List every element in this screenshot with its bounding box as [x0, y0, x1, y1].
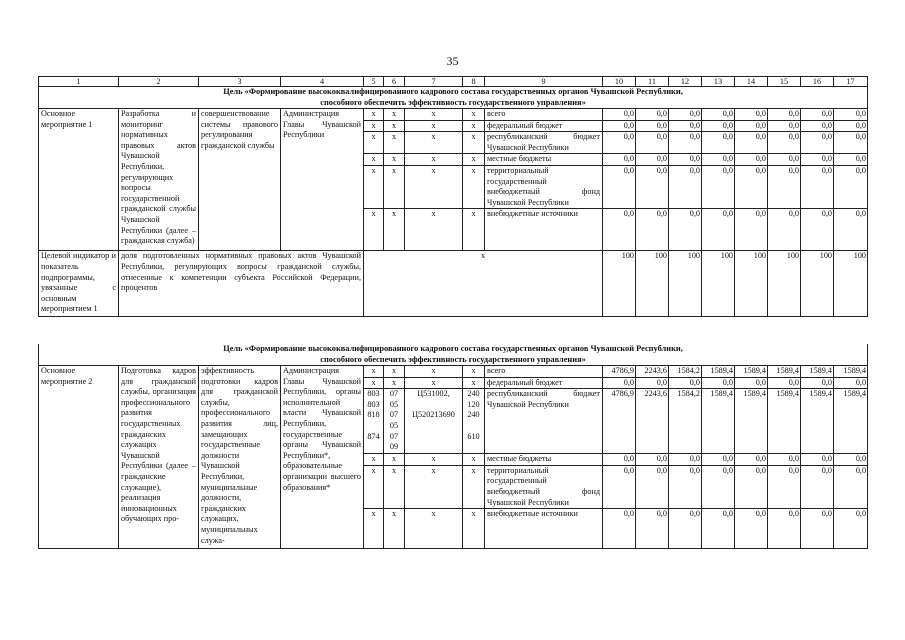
section-code-cell: x — [384, 165, 405, 208]
year-value-cell: 0,0 — [768, 109, 801, 121]
section-code-cell: x — [384, 465, 405, 508]
activity-name-cell: Подготовка кадров для гражданской службы, организация профессионального развития государственных гражданских служащих Чувашской Республики (далее – гражданские служащие), реализация инновационных обучающих про- — [119, 366, 199, 549]
year-value-cell: 0,0 — [801, 509, 834, 549]
budget-code-cell: x — [364, 366, 384, 378]
budget-code-cell: x — [364, 165, 384, 208]
year-value-cell: 0,0 — [735, 454, 768, 466]
activity-cell: Основное мероприятие 1 — [39, 109, 119, 251]
section-code-cell: x — [384, 132, 405, 154]
year-value-cell: 0,0 — [834, 109, 868, 121]
funding-source-cell: территориальный государственный внебюджетный фонд Чувашской Республики — [485, 465, 603, 508]
section-code-cell: x — [384, 109, 405, 121]
year-value-cell: 0,0 — [801, 109, 834, 121]
year-value-cell: 0,0 — [702, 209, 735, 251]
year-value-cell: 0,0 — [636, 209, 669, 251]
year-value-cell: 0,0 — [636, 377, 669, 389]
year-value-cell: 0,0 — [603, 465, 636, 508]
column-number-cell: 15 — [768, 77, 801, 87]
indicator-value-cell: 100 — [801, 251, 834, 317]
funding-source-cell: республиканский бюджет Чувашской Республики — [485, 389, 603, 454]
column-number-cell: 4 — [281, 77, 364, 87]
year-value-cell: 0,0 — [735, 120, 768, 132]
indicator-value-cell: 100 — [735, 251, 768, 317]
year-value-cell: 1589,4 — [834, 389, 868, 454]
year-value-cell: 0,0 — [768, 509, 801, 549]
column-number-cell: 3 — [199, 77, 281, 87]
year-value-cell: 1589,4 — [702, 366, 735, 378]
column-number-cell: 10 — [603, 77, 636, 87]
year-value-cell: 0,0 — [669, 154, 702, 166]
section-code-cell: x — [384, 366, 405, 378]
target-article-cell: x — [405, 109, 463, 121]
year-value-cell: 0,0 — [735, 132, 768, 154]
target-article-cell: x — [405, 154, 463, 166]
year-value-cell: 0,0 — [603, 154, 636, 166]
year-value-cell: 0,0 — [669, 209, 702, 251]
year-value-cell: 1589,4 — [768, 366, 801, 378]
budget-code-cell: x — [364, 109, 384, 121]
year-value-cell: 0,0 — [702, 377, 735, 389]
activity-goal-cell: эффективность подготовки кадров для гражданской службы, профессионального развития лиц, замещающих государственные должности Чувашской Республики, муниципальные должности, гражданских служащих, муниципальных служа- — [199, 366, 281, 549]
section-code-cell: x — [384, 154, 405, 166]
indicator-x-cell: x — [364, 251, 603, 317]
expense-type-cell: x — [463, 209, 485, 251]
indicator-row — [39, 251, 868, 317]
page-number: 35 — [446, 54, 459, 68]
funding-source-cell: федеральный бюджет — [485, 377, 603, 389]
indicator-label-cell: Целевой индикатор и показатель подпрограммы, увязанные с основным мероприятием 1 — [39, 251, 119, 317]
year-value-cell: 0,0 — [603, 454, 636, 466]
goal-heading-row — [39, 344, 868, 366]
column-number-cell: 7 — [405, 77, 463, 87]
year-value-cell: 0,0 — [702, 165, 735, 208]
year-value-cell: 0,0 — [801, 154, 834, 166]
year-value-cell: 0,0 — [603, 120, 636, 132]
section-code-cell: x — [384, 509, 405, 549]
expense-type-cell: x — [463, 109, 485, 121]
funding-source-cell: всего — [485, 109, 603, 121]
year-value-cell: 1589,4 — [735, 366, 768, 378]
year-value-cell: 0,0 — [636, 132, 669, 154]
year-value-cell: 0,0 — [702, 120, 735, 132]
program-table-part-1 — [38, 76, 868, 317]
year-value-cell: 0,0 — [801, 120, 834, 132]
expense-type-cell: x — [463, 377, 485, 389]
budget-code-cell: 803 803 818 874 — [364, 389, 384, 454]
year-value-cell: 0,0 — [702, 454, 735, 466]
year-value-cell: 0,0 — [768, 165, 801, 208]
year-value-cell: 0,0 — [603, 509, 636, 549]
column-number-header-row — [39, 77, 868, 87]
budget-code-cell: x — [364, 120, 384, 132]
funding-row — [39, 366, 868, 378]
program-table-part-2 — [38, 344, 868, 549]
year-value-cell: 0,0 — [669, 109, 702, 121]
target-article-cell: x — [405, 132, 463, 154]
expense-type-cell: x — [463, 132, 485, 154]
year-value-cell: 0,0 — [669, 132, 702, 154]
year-value-cell: 0,0 — [636, 154, 669, 166]
year-value-cell: 0,0 — [801, 454, 834, 466]
year-value-cell: 1589,4 — [702, 389, 735, 454]
indicator-value-cell: 100 — [702, 251, 735, 317]
funding-source-cell: территориальный государственный внебюджетный фонд Чувашской Республики — [485, 165, 603, 208]
year-value-cell: 0,0 — [768, 132, 801, 154]
year-value-cell: 0,0 — [834, 120, 868, 132]
activity-cell: Основное мероприятие 2 — [39, 366, 119, 549]
expense-type-cell: x — [463, 154, 485, 166]
expense-type-cell: x — [463, 165, 485, 208]
section-code-cell: x — [384, 120, 405, 132]
year-value-cell: 0,0 — [834, 165, 868, 208]
year-value-cell: 0,0 — [834, 454, 868, 466]
year-value-cell: 0,0 — [768, 377, 801, 389]
goal-heading: Цель «Формирование высококвалифицированного кадрового состава государственных органов Чувашской Республики, способного обеспечить эффективность государственного управления» — [39, 344, 868, 366]
year-value-cell: 1589,4 — [834, 366, 868, 378]
year-value-cell: 0,0 — [834, 132, 868, 154]
funding-source-cell: республиканский бюджет Чувашской Республики — [485, 132, 603, 154]
year-value-cell: 0,0 — [768, 454, 801, 466]
year-value-cell: 1584,2 — [669, 366, 702, 378]
year-value-cell: 0,0 — [669, 120, 702, 132]
column-number-cell: 16 — [801, 77, 834, 87]
target-article-cell: x — [405, 209, 463, 251]
funding-source-cell: федеральный бюджет — [485, 120, 603, 132]
funding-source-cell: местные бюджеты — [485, 454, 603, 466]
year-value-cell: 0,0 — [603, 165, 636, 208]
column-number-cell: 17 — [834, 77, 868, 87]
budget-code-cell: x — [364, 454, 384, 466]
year-value-cell: 0,0 — [834, 465, 868, 508]
target-article-cell: x — [405, 366, 463, 378]
funding-source-cell: внебюджетные источники — [485, 509, 603, 549]
budget-code-cell: x — [364, 209, 384, 251]
expense-type-cell: x — [463, 120, 485, 132]
year-value-cell: 0,0 — [636, 454, 669, 466]
year-value-cell: 0,0 — [768, 209, 801, 251]
indicator-value-cell: 100 — [636, 251, 669, 317]
year-value-cell: 0,0 — [702, 154, 735, 166]
indicator-value-cell: 100 — [669, 251, 702, 317]
year-value-cell: 0,0 — [801, 132, 834, 154]
column-number-cell: 14 — [735, 77, 768, 87]
year-value-cell: 4786,9 — [603, 366, 636, 378]
section-code-cell: 07 05 07 05 07 09 — [384, 389, 405, 454]
year-value-cell: 1584,2 — [669, 389, 702, 454]
target-article-cell: x — [405, 454, 463, 466]
year-value-cell: 1589,4 — [735, 389, 768, 454]
year-value-cell: 0,0 — [636, 120, 669, 132]
indicator-text-cell: доля подготовленных нормативных правовых актов Чувашской Республики, регулирующих вопросы гражданской службы, отнесенные к компетенции субъекта Российской Федерации, процентов — [119, 251, 364, 317]
year-value-cell: 0,0 — [735, 109, 768, 121]
year-value-cell: 0,0 — [834, 209, 868, 251]
column-number-cell: 2 — [119, 77, 199, 87]
year-value-cell: 0,0 — [801, 377, 834, 389]
year-value-cell: 0,0 — [669, 509, 702, 549]
indicator-value-cell: 100 — [834, 251, 868, 317]
year-value-cell: 0,0 — [702, 132, 735, 154]
year-value-cell: 0,0 — [735, 209, 768, 251]
target-article-cell: x — [405, 165, 463, 208]
indicator-value-cell: 100 — [603, 251, 636, 317]
column-number-cell: 11 — [636, 77, 669, 87]
year-value-cell: 0,0 — [702, 109, 735, 121]
year-value-cell: 0,0 — [669, 377, 702, 389]
column-number-cell: 12 — [669, 77, 702, 87]
year-value-cell: 0,0 — [636, 109, 669, 121]
year-value-cell: 0,0 — [636, 465, 669, 508]
year-value-cell: 1589,4 — [801, 366, 834, 378]
year-value-cell: 0,0 — [735, 165, 768, 208]
target-article-cell: x — [405, 509, 463, 549]
year-value-cell: 0,0 — [801, 209, 834, 251]
expense-type-cell: 240 120 240 610 — [463, 389, 485, 454]
target-article-cell: x — [405, 465, 463, 508]
funding-source-cell: местные бюджеты — [485, 154, 603, 166]
expense-type-cell: x — [463, 465, 485, 508]
column-number-cell: 6 — [384, 77, 405, 87]
year-value-cell: 0,0 — [636, 165, 669, 208]
year-value-cell: 1589,4 — [801, 389, 834, 454]
year-value-cell: 4786,9 — [603, 389, 636, 454]
year-value-cell: 2243,6 — [636, 389, 669, 454]
year-value-cell: 0,0 — [669, 465, 702, 508]
budget-code-cell: x — [364, 509, 384, 549]
goal-heading-row — [39, 87, 868, 109]
year-value-cell: 0,0 — [603, 109, 636, 121]
budget-code-cell: x — [364, 377, 384, 389]
year-value-cell: 0,0 — [801, 465, 834, 508]
year-value-cell: 0,0 — [603, 132, 636, 154]
year-value-cell: 0,0 — [669, 454, 702, 466]
year-value-cell: 0,0 — [768, 465, 801, 508]
indicator-value-cell: 100 — [768, 251, 801, 317]
year-value-cell: 1589,4 — [768, 389, 801, 454]
section-code-cell: x — [384, 454, 405, 466]
expense-type-cell: x — [463, 509, 485, 549]
funding-source-cell: внебюджетные источники — [485, 209, 603, 251]
target-article-cell: Ц531002, Ц520213690 — [405, 389, 463, 454]
column-number-cell: 1 — [39, 77, 119, 87]
budget-code-cell: x — [364, 154, 384, 166]
year-value-cell: 0,0 — [834, 377, 868, 389]
year-value-cell: 0,0 — [735, 154, 768, 166]
section-code-cell: x — [384, 377, 405, 389]
target-article-cell: x — [405, 120, 463, 132]
year-value-cell: 0,0 — [702, 509, 735, 549]
year-value-cell: 0,0 — [735, 509, 768, 549]
activity-name-cell: Разработка и мониторинг нормативных правовых актов Чувашской Республики, регулирующих вопросы государственной гражданской службы Чувашской Республики (далее – гражданская служба) — [119, 109, 199, 251]
year-value-cell: 0,0 — [603, 377, 636, 389]
year-value-cell: 0,0 — [735, 377, 768, 389]
expense-type-cell: x — [463, 454, 485, 466]
year-value-cell: 2243,6 — [636, 366, 669, 378]
column-number-cell: 8 — [463, 77, 485, 87]
year-value-cell: 0,0 — [834, 154, 868, 166]
executor-cell: Администрация Главы Чувашской Республики — [281, 109, 364, 251]
column-number-cell: 9 — [485, 77, 603, 87]
year-value-cell: 0,0 — [702, 465, 735, 508]
year-value-cell: 0,0 — [801, 165, 834, 208]
budget-code-cell: x — [364, 465, 384, 508]
executor-cell: Администрация Главы Чувашской Республики, органы исполнительной власти Чувашской Республики, государственные органы Чувашской Республики*, образовательные организации высшего образования* — [281, 366, 364, 549]
funding-source-cell: всего — [485, 366, 603, 378]
year-value-cell: 0,0 — [735, 465, 768, 508]
expense-type-cell: x — [463, 366, 485, 378]
year-value-cell: 0,0 — [768, 120, 801, 132]
budget-code-cell: x — [364, 132, 384, 154]
section-code-cell: x — [384, 209, 405, 251]
column-number-cell: 5 — [364, 77, 384, 87]
year-value-cell: 0,0 — [768, 154, 801, 166]
funding-row — [39, 109, 868, 121]
target-article-cell: x — [405, 377, 463, 389]
year-value-cell: 0,0 — [834, 509, 868, 549]
column-number-cell: 13 — [702, 77, 735, 87]
year-value-cell: 0,0 — [636, 509, 669, 549]
year-value-cell: 0,0 — [603, 209, 636, 251]
goal-heading: Цель «Формирование высококвалифицированного кадрового состава государственных органов Чувашской Республики, способного обеспечить эффективность государственного управления» — [39, 87, 868, 109]
year-value-cell: 0,0 — [669, 165, 702, 208]
activity-goal-cell: совершенствование системы правового регулирования гражданской службы — [199, 109, 281, 251]
